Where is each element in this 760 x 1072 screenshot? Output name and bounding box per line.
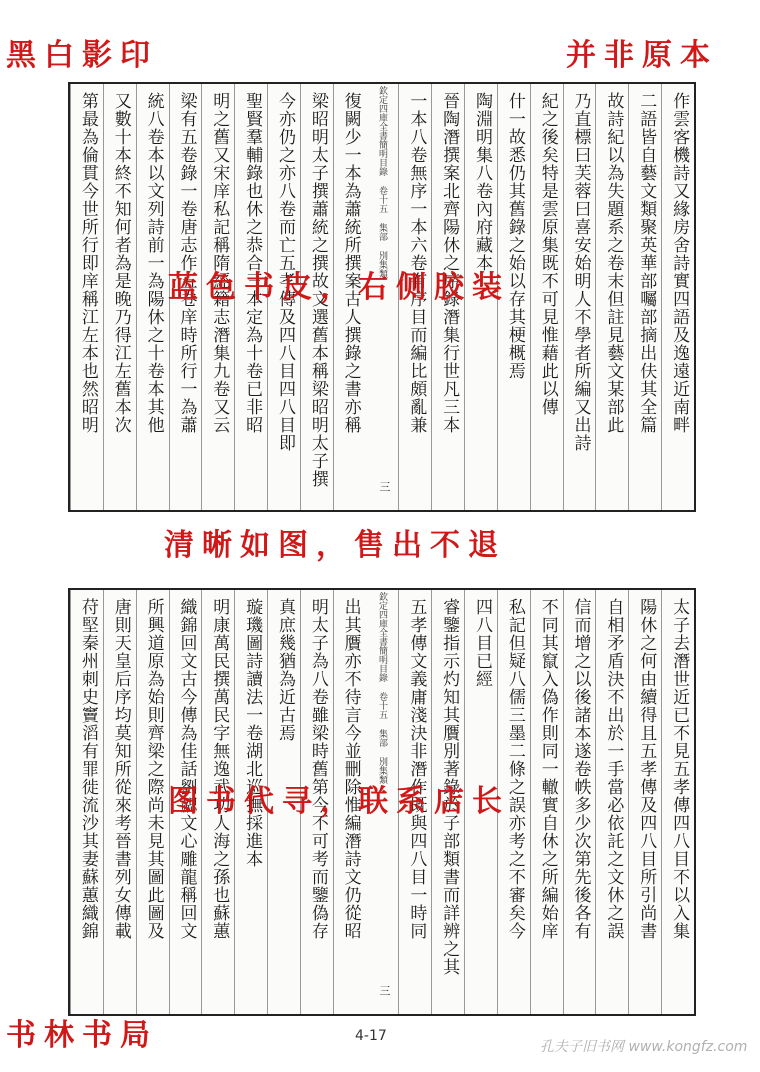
page-leaf-number: 三	[378, 481, 391, 492]
text-column: 紀之後矣特是雲原集既不可見惟藉此以傳	[537, 92, 558, 416]
page-banner: 欽定四庫全書簡明目錄 卷十五 集部 別集類	[377, 86, 387, 278]
column-rule	[103, 84, 104, 510]
text-column: 真庶幾猶為近古焉	[274, 598, 295, 742]
page-banner: 欽定四庫全書簡明目錄 卷十五 集部 別集類	[377, 592, 387, 784]
text-column: 明之舊又宋庠私記稱隋經籍志潛集九卷又云	[209, 92, 230, 434]
column-rule	[136, 590, 137, 1014]
text-column: 復闕少一本為蕭統所撰案古人撰錄之書亦稱	[340, 92, 361, 434]
column-rule	[661, 84, 662, 510]
text-column: 苻堅秦州刺史竇滔有罪徙流沙其妻蘇蕙織錦	[77, 598, 98, 940]
text-column: 梁有五卷錄一卷唐志作五卷庠時所行一為蕭	[176, 92, 197, 434]
text-column: 第最為倫貫今世所行即庠稱江左本也然昭明	[77, 92, 98, 434]
text-column: 太子去潛世近已不見五孝傳四八目不以入集	[669, 598, 690, 940]
text-column: 自相矛盾決不出於一手當必依託之文休之誤	[603, 598, 624, 940]
text-column: 陶淵明集八卷內府藏本	[472, 92, 493, 272]
column-rule	[70, 590, 71, 1014]
text-column: 故詩紀以為失題系之卷末但註見藝文某部此	[603, 92, 624, 434]
text-column: 睿鑒指示灼知其贋別著錄於子部類書而詳辨之其	[439, 598, 460, 976]
stamp-mid-center: 清晰如图，售出不退	[164, 528, 506, 563]
text-column: 織錦回文古今傳為佳話劉勰文心雕龍稱回文	[176, 598, 197, 940]
column-rule	[136, 84, 137, 510]
column-rule	[628, 84, 629, 510]
text-column: 聖賢羣輔錄也休之恭合三本定為十卷已非昭	[242, 92, 263, 434]
column-rule	[530, 590, 531, 1014]
stamp-top-left: 黑白影印	[6, 38, 158, 73]
stamp-bottom-left: 书林书局	[6, 1018, 158, 1053]
text-column: 一本八卷無序一本六卷有序目而編比頗亂兼	[406, 92, 427, 434]
stamp-mid-upper: 蓝色书皮，右侧胶装	[168, 270, 510, 305]
column-rule	[563, 590, 564, 1014]
text-column: 統八卷本以文列詩前一為陽休之十卷本其他	[143, 92, 164, 434]
watermark: 孔夫子旧书网 www.kongfz.com	[540, 1039, 748, 1055]
text-column: 所興道原為始則齊梁之際尚未見其圖此圖及	[143, 598, 164, 940]
footer-page-number: 4-17	[355, 1028, 387, 1044]
column-rule	[628, 590, 629, 1014]
text-column: 乃直標曰芙蓉曰喜安始明人不學者所編又出詩	[570, 92, 591, 452]
text-column: 梁昭明太子撰蕭統之撰故文選舊本稱梁昭明太子撰	[307, 92, 328, 488]
text-column: 私記但疑八儒三墨二條之誤亦考之不審矣今	[504, 598, 525, 940]
stamp-top-right: 并非原本	[566, 38, 718, 73]
text-column: 不同其竄入偽作則同一轍實自休之所編始庠	[537, 598, 558, 940]
text-column: 作雲客機詩又緣房舍詩實四語及逸遠近南畔	[669, 92, 690, 434]
column-rule	[563, 84, 564, 510]
text-column: 什一故悉仍其舊錄之始以存其梗概焉	[504, 92, 525, 380]
text-column: 璇璣圖詩讀法一卷湖北巡撫採進本	[242, 598, 263, 868]
text-column: 二語皆自藝文類聚英華部囑部摘出伕其全篇	[636, 92, 657, 434]
text-column: 唐則天皇后序均莫知所從來考晉書列女傳載	[110, 598, 131, 940]
text-column: 又數十本終不知何者為是晚乃得江左舊本次	[110, 92, 131, 434]
text-column: 明康萬民撰萬民字無逸武功人海之孫也蘇蕙	[209, 598, 230, 940]
text-column: 明太子為八卷雖梁時舊第今不可考而鑒偽存	[307, 598, 328, 940]
text-column: 今亦仍之亦八卷而亡五孝傳及四八目四八目即	[274, 92, 295, 452]
column-rule	[595, 590, 596, 1014]
text-column: 出其贋亦不待言今並刪除惟編潛詩文仍從昭	[340, 598, 361, 940]
text-column: 信而增之以後諸本遂卷帙多少次第先後各有	[570, 598, 591, 940]
stamp-mid-lower: 图书代寻，联系店长	[168, 784, 510, 819]
text-column: 五孝傳文義庸淺決非潛作既與四八目一時同	[406, 598, 427, 940]
text-column: 陽休之何由續得且五孝傳及四八目所引尚書	[636, 598, 657, 940]
column-rule	[70, 84, 71, 510]
column-rule	[103, 590, 104, 1014]
column-rule	[661, 590, 662, 1014]
text-column: 晉陶潛撰案北齊陽休之序錄潛集行世凡三本	[439, 92, 460, 434]
page-leaf-number: 三	[378, 985, 391, 996]
text-column: 四八目已經	[472, 598, 493, 688]
column-rule	[595, 84, 596, 510]
column-rule	[530, 84, 531, 510]
